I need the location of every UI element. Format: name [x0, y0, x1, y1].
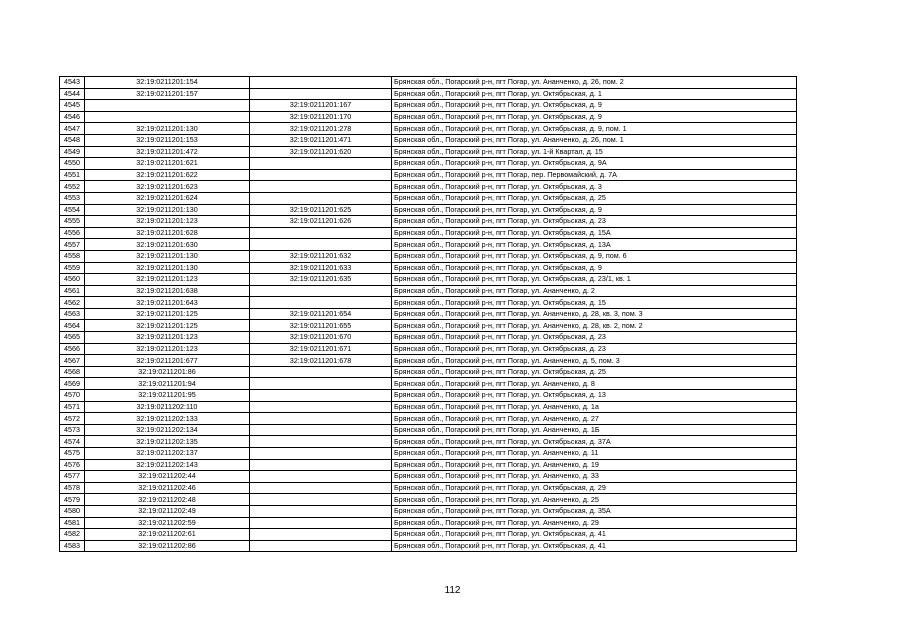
address-cell: Брянская обл., Погарский р-н, пгт Погар, ул. Ананченко, д. 19 [392, 459, 797, 471]
table-row [60, 332, 797, 344]
row-number-cell: 4560 [60, 274, 85, 286]
table-row [60, 413, 797, 425]
row-number-cell: 4581 [60, 517, 85, 529]
row-number-cell: 4563 [60, 308, 85, 320]
table-row [60, 529, 797, 541]
row-number-cell: 4561 [60, 285, 85, 297]
cadastral-number-cell: 32:19:0211202:137 [85, 448, 250, 460]
row-number-cell: 4580 [60, 505, 85, 517]
table-row [60, 285, 797, 297]
address-cell: Брянская обл., Погарский р-н, пгт Погар, ул. Ананченко, д. 33 [392, 471, 797, 483]
row-number-cell: 4559 [60, 262, 85, 274]
cadastral-number-cell: 32:19:0211201:621 [85, 158, 250, 170]
address-cell: Брянская обл., Погарский р-н, пгт Погар, ул. Октябрьская, д. 9, пом. 6 [392, 250, 797, 262]
parent-cadastral-number-cell [250, 285, 392, 297]
table-row [60, 378, 797, 390]
row-number-cell: 4575 [60, 448, 85, 460]
cadastral-number-cell: 32:19:0211201:125 [85, 320, 250, 332]
cadastral-number-cell: 32:19:0211201:123 [85, 216, 250, 228]
address-cell: Брянская обл., Погарский р-н, пгт Погар, ул. Ананченко, д. 2 [392, 285, 797, 297]
row-number-cell: 4545 [60, 100, 85, 112]
row-number-cell: 4582 [60, 529, 85, 541]
address-cell: Брянская обл., Погарский р-н, пгт Погар, ул. Ананченко, д. 25 [392, 494, 797, 506]
cadastral-number-cell: 32:19:0211201:677 [85, 355, 250, 367]
address-cell: Брянская обл., Погарский р-н, пгт Погар, ул. Октябрьская, д. 9А [392, 158, 797, 170]
cadastral-number-cell: 32:19:0211202:134 [85, 424, 250, 436]
cadastral-number-cell: 32:19:0211201:624 [85, 192, 250, 204]
address-cell: Брянская обл., Погарский р-н, пгт Погар, ул. Октябрьская, д. 25 [392, 192, 797, 204]
row-number-cell: 4554 [60, 204, 85, 216]
table-row [60, 471, 797, 483]
cadastral-number-cell: 32:19:0211202:135 [85, 436, 250, 448]
table-row [60, 77, 797, 89]
address-cell: Брянская обл., Погарский р-н, пгт Погар, ул. Октябрьская, д. 41 [392, 540, 797, 552]
row-number-cell: 4583 [60, 540, 85, 552]
table-row [60, 111, 797, 123]
row-number-cell: 4565 [60, 332, 85, 344]
parent-cadastral-number-cell [250, 471, 392, 483]
cadastral-number-cell: 32:19:0211201:153 [85, 134, 250, 146]
cadastral-number-cell: 32:19:0211202:143 [85, 459, 250, 471]
parent-cadastral-number-cell [250, 482, 392, 494]
parent-cadastral-number-cell [250, 424, 392, 436]
cadastral-number-cell: 32:19:0211201:623 [85, 181, 250, 193]
address-cell: Брянская обл., Погарский р-н, пгт Погар, ул. 1-й Квартал, д. 15 [392, 146, 797, 158]
address-cell: Брянская обл., Погарский р-н, пгт Погар, ул. Октябрьская, д. 35А [392, 505, 797, 517]
table-row [60, 343, 797, 355]
parent-cadastral-number-cell: 32:19:0211201:167 [250, 100, 392, 112]
row-number-cell: 4570 [60, 390, 85, 402]
row-number-cell: 4558 [60, 250, 85, 262]
parent-cadastral-number-cell: 32:19:0211201:625 [250, 204, 392, 216]
cadastral-number-cell: 32:19:0211202:86 [85, 540, 250, 552]
cadastral-number-cell: 32:19:0211202:61 [85, 529, 250, 541]
address-cell: Брянская обл., Погарский р-н, пгт Погар, ул. Ананченко, д. 1а [392, 401, 797, 413]
row-number-cell: 4576 [60, 459, 85, 471]
table-row [60, 262, 797, 274]
parent-cadastral-number-cell [250, 517, 392, 529]
cadastral-number-cell: 32:19:0211201:630 [85, 239, 250, 251]
table-row [60, 436, 797, 448]
parent-cadastral-number-cell [250, 505, 392, 517]
row-number-cell: 4566 [60, 343, 85, 355]
address-cell: Брянская обл., Погарский р-н, пгт Погар, ул. Ананченко, д. 5, пом. 3 [392, 355, 797, 367]
cadastral-number-cell: 32:19:0211201:123 [85, 332, 250, 344]
table-row [60, 459, 797, 471]
parent-cadastral-number-cell [250, 540, 392, 552]
address-cell: Брянская обл., Погарский р-н, пгт Погар, ул. Ананченко, д. 11 [392, 448, 797, 460]
table-row [60, 123, 797, 135]
row-number-cell: 4552 [60, 181, 85, 193]
parent-cadastral-number-cell: 32:19:0211201:278 [250, 123, 392, 135]
row-number-cell: 4551 [60, 169, 85, 181]
parent-cadastral-number-cell [250, 77, 392, 89]
table-row [60, 308, 797, 320]
table-row [60, 100, 797, 112]
address-cell: Брянская обл., Погарский р-н, пгт Погар, ул. Октябрьская, д. 9 [392, 111, 797, 123]
parent-cadastral-number-cell [250, 529, 392, 541]
address-cell: Брянская обл., Погарский р-н, пгт Погар, ул. Октябрьская, д. 9, пом. 1 [392, 123, 797, 135]
cadastral-number-cell: 32:19:0211201:94 [85, 378, 250, 390]
row-number-cell: 4571 [60, 401, 85, 413]
table-row [60, 274, 797, 286]
parent-cadastral-number-cell: 32:19:0211201:170 [250, 111, 392, 123]
parent-cadastral-number-cell: 32:19:0211201:626 [250, 216, 392, 228]
table-row [60, 204, 797, 216]
table-row [60, 390, 797, 402]
cadastral-number-cell: 32:19:0211202:49 [85, 505, 250, 517]
parent-cadastral-number-cell [250, 448, 392, 460]
address-cell: Брянская обл., Погарский р-н, пгт Погар, ул. Октябрьская, д. 25 [392, 366, 797, 378]
table-row [60, 505, 797, 517]
parent-cadastral-number-cell: 32:19:0211201:655 [250, 320, 392, 332]
cadastral-number-cell: 32:19:0211201:95 [85, 390, 250, 402]
parent-cadastral-number-cell [250, 436, 392, 448]
cadastral-number-cell: 32:19:0211201:130 [85, 123, 250, 135]
table-row [60, 424, 797, 436]
row-number-cell: 4548 [60, 134, 85, 146]
cadastral-number-cell: 32:19:0211202:44 [85, 471, 250, 483]
address-cell: Брянская обл., Погарский р-н, пгт Погар, ул. Октябрьская, д. 23 [392, 216, 797, 228]
table-row [60, 482, 797, 494]
address-cell: Брянская обл., Погарский р-н, пгт Погар, ул. Ананченко, д. 1Б [392, 424, 797, 436]
address-cell: Брянская обл., Погарский р-н, пгт Погар, ул. Октябрьская, д. 13 [392, 390, 797, 402]
address-cell: Брянская обл., Погарский р-н, пгт Погар, ул. Ананченко, д. 8 [392, 378, 797, 390]
table-row [60, 169, 797, 181]
row-number-cell: 4546 [60, 111, 85, 123]
row-number-cell: 4549 [60, 146, 85, 158]
row-number-cell: 4550 [60, 158, 85, 170]
table-row [60, 297, 797, 309]
parent-cadastral-number-cell [250, 192, 392, 204]
table-row [60, 239, 797, 251]
table-row [60, 146, 797, 158]
address-cell: Брянская обл., Погарский р-н, пгт Погар, ул. Октябрьская, д. 3 [392, 181, 797, 193]
cadastral-number-cell: 32:19:0211202:110 [85, 401, 250, 413]
parent-cadastral-number-cell: 32:19:0211201:620 [250, 146, 392, 158]
row-number-cell: 4579 [60, 494, 85, 506]
address-cell: Брянская обл., Погарский р-н, пгт Погар, ул. Октябрьская, д. 9 [392, 100, 797, 112]
row-number-cell: 4562 [60, 297, 85, 309]
parent-cadastral-number-cell: 32:19:0211201:654 [250, 308, 392, 320]
address-cell: Брянская обл., Погарский р-н, пгт Погар, пер. Первомайский, д. 7А [392, 169, 797, 181]
row-number-cell: 4574 [60, 436, 85, 448]
cadastral-number-cell: 32:19:0211201:472 [85, 146, 250, 158]
parent-cadastral-number-cell: 32:19:0211201:678 [250, 355, 392, 367]
address-cell: Брянская обл., Погарский р-н, пгт Погар, ул. Октябрьская, д. 23 [392, 332, 797, 344]
cadastral-number-cell: 32:19:0211201:123 [85, 343, 250, 355]
cadastral-number-cell: 32:19:0211201:622 [85, 169, 250, 181]
row-number-cell: 4577 [60, 471, 85, 483]
row-number-cell: 4564 [60, 320, 85, 332]
parent-cadastral-number-cell: 32:19:0211201:633 [250, 262, 392, 274]
parent-cadastral-number-cell [250, 413, 392, 425]
row-number-cell: 4578 [60, 482, 85, 494]
cadastral-number-cell: 32:19:0211201:130 [85, 262, 250, 274]
table-row [60, 355, 797, 367]
table-row [60, 320, 797, 332]
table-row [60, 227, 797, 239]
registry-table-body [60, 77, 797, 552]
address-cell: Брянская обл., Погарский р-н, пгт Погар, ул. Октябрьская, д. 15А [392, 227, 797, 239]
table-row [60, 192, 797, 204]
address-cell: Брянская обл., Погарский р-н, пгт Погар, ул. Ананченко, д. 27 [392, 413, 797, 425]
address-cell: Брянская обл., Погарский р-н, пгт Погар, ул. Ананченко, д. 28, кв. 3, пом. 3 [392, 308, 797, 320]
cadastral-number-cell: 32:19:0211201:628 [85, 227, 250, 239]
table-row [60, 401, 797, 413]
cadastral-number-cell: 32:19:0211201:86 [85, 366, 250, 378]
table-row [60, 494, 797, 506]
row-number-cell: 4557 [60, 239, 85, 251]
parent-cadastral-number-cell [250, 494, 392, 506]
table-row [60, 88, 797, 100]
address-cell: Брянская обл., Погарский р-н, пгт Погар, ул. Ананченко, д. 26, пом. 2 [392, 77, 797, 89]
cadastral-number-cell [85, 111, 250, 123]
row-number-cell: 4572 [60, 413, 85, 425]
parent-cadastral-number-cell [250, 401, 392, 413]
parent-cadastral-number-cell: 32:19:0211201:671 [250, 343, 392, 355]
row-number-cell: 4555 [60, 216, 85, 228]
cadastral-number-cell: 32:19:0211201:130 [85, 250, 250, 262]
parent-cadastral-number-cell: 32:19:0211201:670 [250, 332, 392, 344]
parent-cadastral-number-cell [250, 366, 392, 378]
cadastral-number-cell: 32:19:0211202:59 [85, 517, 250, 529]
cadastral-number-cell [85, 100, 250, 112]
address-cell: Брянская обл., Погарский р-н, пгт Погар, ул. Октябрьская, д. 37А [392, 436, 797, 448]
table-row [60, 216, 797, 228]
row-number-cell: 4544 [60, 88, 85, 100]
address-cell: Брянская обл., Погарский р-н, пгт Погар, ул. Октябрьская, д. 23 [392, 343, 797, 355]
table-row [60, 448, 797, 460]
table-row [60, 250, 797, 262]
table-row [60, 158, 797, 170]
address-cell: Брянская обл., Погарский р-н, пгт Погар, ул. Октябрьская, д. 23/1, кв. 1 [392, 274, 797, 286]
parent-cadastral-number-cell [250, 378, 392, 390]
address-cell: Брянская обл., Погарский р-н, пгт Погар, ул. Октябрьская, д. 1 [392, 88, 797, 100]
address-cell: Брянская обл., Погарский р-н, пгт Погар, ул. Октябрьская, д. 15 [392, 297, 797, 309]
row-number-cell: 4573 [60, 424, 85, 436]
cadastral-registry-table [59, 76, 797, 552]
cadastral-number-cell: 32:19:0211202:46 [85, 482, 250, 494]
parent-cadastral-number-cell: 32:19:0211201:471 [250, 134, 392, 146]
address-cell: Брянская обл., Погарский р-н, пгт Погар, ул. Октябрьская, д. 29 [392, 482, 797, 494]
parent-cadastral-number-cell [250, 181, 392, 193]
cadastral-number-cell: 32:19:0211201:130 [85, 204, 250, 216]
parent-cadastral-number-cell: 32:19:0211201:635 [250, 274, 392, 286]
parent-cadastral-number-cell: 32:19:0211201:632 [250, 250, 392, 262]
row-number-cell: 4543 [60, 77, 85, 89]
row-number-cell: 4568 [60, 366, 85, 378]
address-cell: Брянская обл., Погарский р-н, пгт Погар, ул. Октябрьская, д. 13А [392, 239, 797, 251]
parent-cadastral-number-cell [250, 239, 392, 251]
cadastral-number-cell: 32:19:0211201:643 [85, 297, 250, 309]
parent-cadastral-number-cell [250, 227, 392, 239]
address-cell: Брянская обл., Погарский р-н, пгт Погар, ул. Октябрьская, д. 9 [392, 204, 797, 216]
address-cell: Брянская обл., Погарский р-н, пгт Погар, ул. Ананченко, д. 26, пом. 1 [392, 134, 797, 146]
row-number-cell: 4547 [60, 123, 85, 135]
parent-cadastral-number-cell [250, 158, 392, 170]
parent-cadastral-number-cell [250, 169, 392, 181]
page-number: 112 [444, 585, 461, 596]
row-number-cell: 4553 [60, 192, 85, 204]
cadastral-number-cell: 32:19:0211201:157 [85, 88, 250, 100]
parent-cadastral-number-cell [250, 88, 392, 100]
table-row [60, 517, 797, 529]
cadastral-number-cell: 32:19:0211201:125 [85, 308, 250, 320]
cadastral-number-cell: 32:19:0211201:154 [85, 77, 250, 89]
row-number-cell: 4567 [60, 355, 85, 367]
cadastral-number-cell: 32:19:0211202:133 [85, 413, 250, 425]
address-cell: Брянская обл., Погарский р-н, пгт Погар, ул. Октябрьская, д. 9 [392, 262, 797, 274]
cadastral-number-cell: 32:19:0211201:638 [85, 285, 250, 297]
row-number-cell: 4569 [60, 378, 85, 390]
parent-cadastral-number-cell [250, 297, 392, 309]
address-cell: Брянская обл., Погарский р-н, пгт Погар, ул. Ананченко, д. 29 [392, 517, 797, 529]
cadastral-number-cell: 32:19:0211201:123 [85, 274, 250, 286]
table-row [60, 181, 797, 193]
row-number-cell: 4556 [60, 227, 85, 239]
table-row [60, 540, 797, 552]
parent-cadastral-number-cell [250, 459, 392, 471]
address-cell: Брянская обл., Погарский р-н, пгт Погар, ул. Октябрьская, д. 41 [392, 529, 797, 541]
cadastral-number-cell: 32:19:0211202:48 [85, 494, 250, 506]
parent-cadastral-number-cell [250, 390, 392, 402]
address-cell: Брянская обл., Погарский р-н, пгт Погар, ул. Ананченко, д. 28, кв. 2, пом. 2 [392, 320, 797, 332]
table-row [60, 134, 797, 146]
table-row [60, 366, 797, 378]
